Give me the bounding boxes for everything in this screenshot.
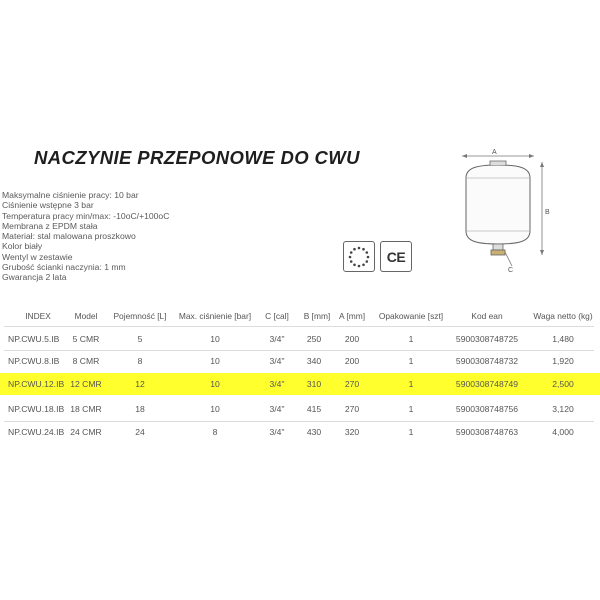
cell-pressure: 10 (210, 356, 220, 366)
cell-b: 430 (306, 427, 322, 437)
cell-a: 270 (344, 379, 360, 389)
cell-ean: 5900308748725 (455, 334, 519, 344)
spec-list (2, 190, 169, 283)
cell-capacity: 24 (135, 427, 145, 437)
header-cell: Model (74, 311, 98, 321)
cell-package: 1 (408, 334, 414, 344)
eu-stars-badge (343, 241, 375, 272)
cell-pressure: 10 (210, 404, 220, 414)
header-cell: Kod ean (471, 311, 503, 321)
header-cell: B [mm] (303, 311, 331, 321)
cell-weight: 2,500 (552, 379, 574, 389)
header-cell: C [cal] (265, 311, 289, 321)
table-row (0, 398, 600, 420)
cell-index: NP.CWU.5.IB (8, 334, 60, 344)
table-row (0, 350, 600, 372)
header-cell: Pojemność [L] (113, 311, 167, 321)
spec-item: Maksymalne ciśnienie pracy: 10 bar (2, 190, 139, 200)
dimension-c-label: C (508, 267, 514, 274)
page-title: NACZYNIE PRZEPONOWE DO CWU (34, 147, 360, 168)
spec-item: Materiał: stal malowana proszkowo (2, 231, 136, 242)
cell-package: 1 (408, 404, 414, 414)
cell-ean: 5900308748732 (455, 356, 519, 366)
certification-badges (343, 241, 412, 272)
cell-pressure: 10 (210, 334, 220, 344)
cell-b: 310 (306, 379, 322, 389)
header-cell: INDEX (25, 311, 51, 321)
spec-item: Grubość ścianki naczynia: 1 mm (2, 262, 126, 273)
table-header-row (0, 305, 600, 327)
cell-weight: 3,120 (552, 404, 574, 414)
vessel-body (466, 165, 530, 244)
ce-badge (380, 241, 412, 272)
table-row (0, 421, 600, 443)
cell-pressure: 10 (210, 379, 220, 389)
cell-model: 12 CMR (70, 379, 102, 389)
cell-model: 24 CMR (70, 427, 102, 437)
cell-capacity: 18 (135, 404, 145, 414)
cell-model: 18 CMR (70, 404, 102, 414)
cell-model: 5 CMR (72, 334, 100, 344)
cell-ean: 5900308748756 (455, 404, 519, 414)
spec-item: Membrana z EPDM stała (2, 220, 98, 231)
cell-index: NP.CWU.18.IB (8, 404, 65, 414)
dimension-b-label: B (545, 209, 550, 216)
cell-a: 200 (344, 356, 360, 366)
vessel-connector (493, 244, 503, 250)
cell-model: 8 CMR (72, 356, 100, 366)
table-row-highlighted (0, 373, 600, 395)
spec-item: Ciśnienie wstępne 3 bar (2, 200, 94, 211)
cell-a: 320 (344, 427, 360, 437)
cell-connection: 3/4" (269, 427, 285, 437)
cell-connection: 3/4" (269, 379, 285, 389)
eu-stars-icon (347, 245, 371, 269)
cell-b: 340 (306, 356, 322, 366)
spec-item: Gwarancja 2 lata (2, 272, 67, 283)
cell-pressure: 8 (212, 427, 218, 437)
cell-package: 1 (408, 379, 414, 389)
spec-item: Kolor biały (2, 241, 43, 252)
header-cell: Max. ciśnienie [bar] (178, 311, 252, 321)
cell-ean: 5900308748763 (455, 427, 519, 437)
header-cell: A [mm] (338, 311, 366, 321)
cell-ean: 5900308748749 (455, 379, 519, 389)
cell-package: 1 (408, 427, 414, 437)
header-cell: Waga netto (kg) (533, 311, 593, 321)
cell-b: 415 (306, 404, 322, 414)
cell-capacity: 12 (135, 379, 145, 389)
cell-a: 270 (344, 404, 360, 414)
cell-connection: 3/4" (269, 356, 285, 366)
cell-index: NP.CWU.8.IB (8, 356, 60, 366)
spec-item: Temperatura pracy min/max: -10oC/+100oC (2, 210, 170, 221)
cell-connection: 3/4" (269, 334, 285, 344)
dimension-a-label: A (492, 149, 497, 156)
cell-capacity: 5 (137, 334, 143, 344)
cell-a: 200 (344, 334, 360, 344)
cell-weight: 1,480 (552, 334, 574, 344)
cell-weight: 4,000 (552, 427, 574, 437)
cell-index: NP.CWU.12.IB (8, 379, 65, 389)
cell-package: 1 (408, 356, 414, 366)
cell-weight: 1,920 (552, 356, 574, 366)
cell-capacity: 8 (137, 356, 143, 366)
vessel-technical-drawing (452, 148, 552, 278)
cell-b: 250 (306, 334, 322, 344)
table-row (0, 328, 600, 350)
cell-connection: 3/4" (269, 404, 285, 414)
ce-mark-text: CE (386, 248, 406, 265)
cell-index: NP.CWU.24.IB (8, 427, 65, 437)
spec-item: Wentyl w zestawie (2, 251, 73, 262)
header-cell: Opakowanie [szt] (378, 311, 444, 321)
